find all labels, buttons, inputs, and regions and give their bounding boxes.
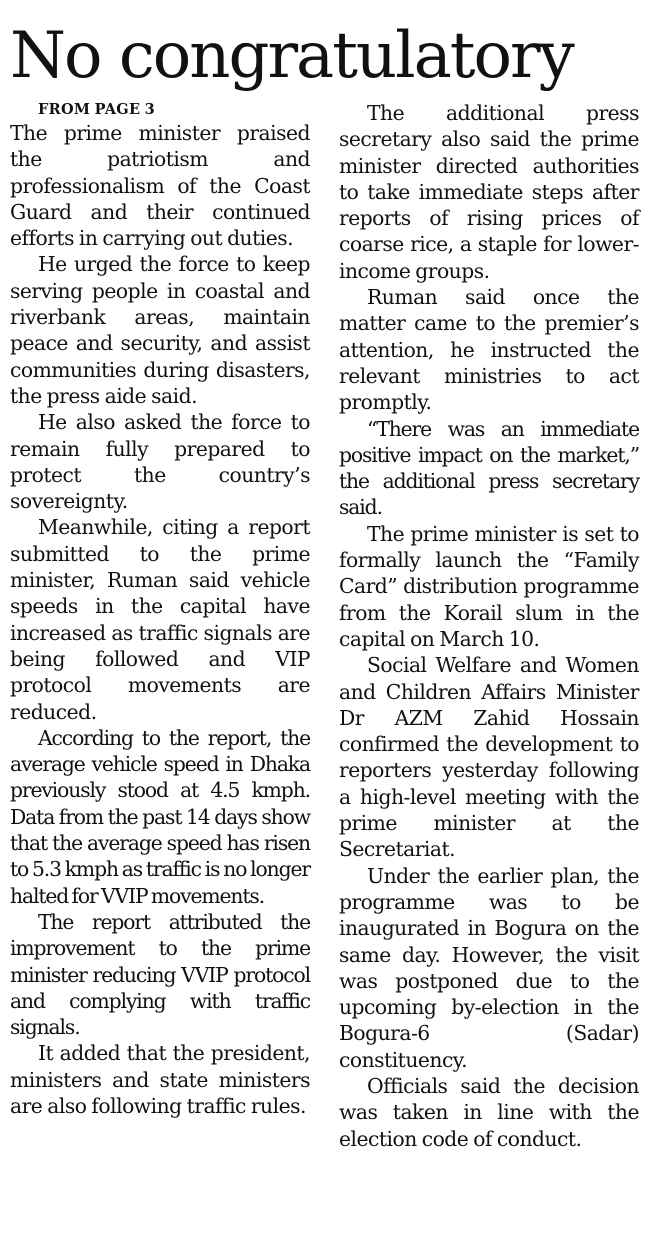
- paragraph: “There was an immediate positive impact on the market,” the additional press secretary said.: [339, 416, 639, 520]
- right-column: [339, 100, 639, 1152]
- paragraph: Meanwhile, citing a report submitted to the prime minister, Ruman said vehicle speeds in the capital have increased as traffic signals are being followed and VIP protocol movements are reduced.: [10, 515, 310, 724]
- paragraph: The report attributed the improvement to the prime minister reducing VVIP protocol and complying with traffic signals.: [10, 909, 310, 1040]
- paragraph: The prime minister is set to formally launch the “Family Card” distribution programme from the Korail slum in the capital on March 10.: [339, 521, 639, 651]
- paragraph: He also asked the force to remain fully prepared to protect the country’s sovereignty.: [10, 410, 310, 514]
- paragraph: Officials said the decision was taken in line with the election code of conduct.: [339, 1073, 639, 1151]
- jump-kicker: FROM PAGE 3: [38, 101, 156, 118]
- paragraph: Social Welfare and Women and Children Affairs Minister Dr AZM Zahid Hossain confirmed the development to reporters yesterday following a high-level meeting with the prime minister at the Secretariat.: [339, 653, 639, 862]
- paragraph: It added that the president, ministers and state ministers are also following traffic rules.: [10, 1041, 310, 1118]
- article-body: [10, 100, 639, 1152]
- left-column: [10, 100, 310, 1152]
- paragraph: The prime minister praised the patriotism and professionalism of the Coast Guard and their continued efforts in carrying out duties.: [10, 121, 310, 251]
- paragraph: The additional press secretary also said the prime minister directed authorities to take immediate steps after reports of rising prices of coarse rice, a staple for lower-income groups.: [339, 101, 639, 283]
- paragraph: Under the earlier plan, the programme was to be inaugurated in Bogura on the same day. However, the visit was postponed due to the upcoming by-election in the Bogura-6 (Sadar) constituency.: [339, 863, 639, 1072]
- paragraph: He urged the force to keep serving people in coastal and riverbank areas, maintain peace and security, and assist communities during disasters, the press aide said.: [10, 252, 310, 408]
- paragraph: Ruman said once the matter came to the premier’s attention, he instructed the relevant ministries to act promptly.: [339, 285, 639, 415]
- paragraph: According to the report, the average vehicle speed in Dhaka previously stood at 4.5 kmph. Data from the past 14 days show that the average speed has risen to 5.3 kmph as traffic is no longer halted for VVIP movements.: [10, 725, 310, 908]
- headline: No congratulatory: [10, 19, 573, 93]
